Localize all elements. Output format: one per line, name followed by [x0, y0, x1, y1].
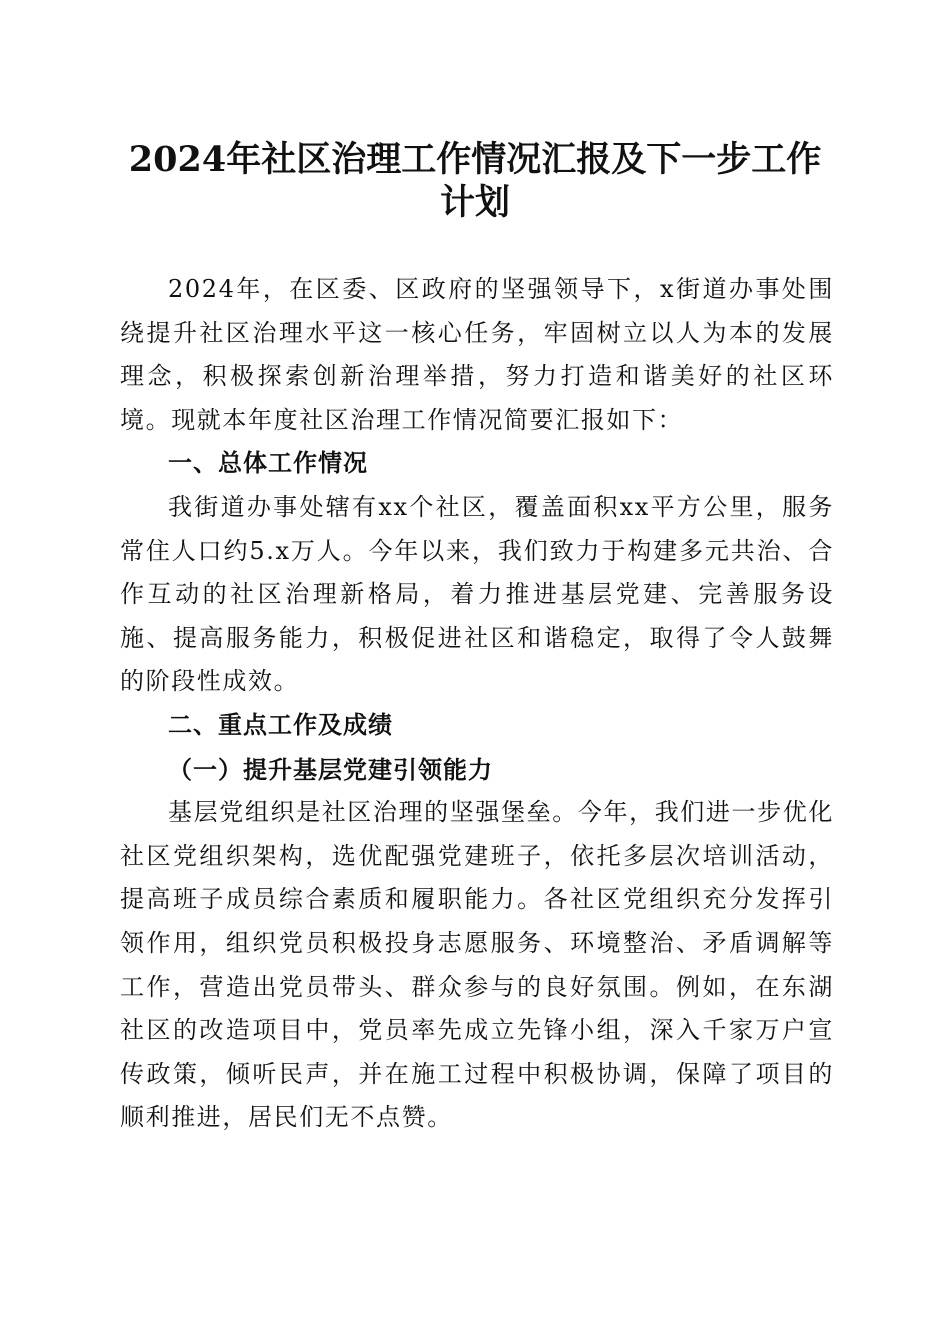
section-1-heading: 一、总体工作情况 [168, 449, 368, 478]
document-title-line-1: 2024年社区治理工作情况汇报及下一步工作 [128, 139, 822, 180]
intro-paragraph: 2024年，在区委、区政府的坚强领导下，x街道办事处围绕提升社区治理水平这一核心任务，牢固树立以人为本的发展理念，积极探索创新治理举措，努力打造和谐美好的社区环境。现就本年度社区治理工作情况简要汇报如下： [120, 275, 834, 434]
document-body [120, 268, 834, 1140]
section-1-paragraph: 我街道办事处辖有xx个社区，覆盖面积xx平方公里，服务常住人口约5.x万人。今年以来，我们致力于构建多元共治、合作互动的社区治理新格局，着力推进基层党建、完善服务设施、提高服务能力，积极促进社区和谐稳定，取得了令人鼓舞的阶段性成效。 [120, 492, 834, 696]
document-title-line-2: 计划 [439, 182, 510, 223]
subsection-1-heading: （一）提升基层党建引领能力 [168, 754, 493, 784]
subsection-1-paragraph: 基层党组织是社区治理的坚强堡垒。今年，我们进一步优化社区党组织架构，选优配强党建班子，依托多层次培训活动，提高班子成员综合素质和履职能力。各社区党组织充分发挥引领作用，组织党员积极投身志愿服务、环境整治、矛盾调解等工作，营造出党员带头、群众参与的良好氛围。例如，在东湖社区的改造项目中，党员率先成立先锋小组，深入千家万户宣传政策，倾听民声，并在施工过程中积极协调，保障了项目的顺利推进，居民们无不点赞。 [120, 798, 834, 1132]
section-2-heading: 二、重点工作及成绩 [168, 710, 393, 739]
